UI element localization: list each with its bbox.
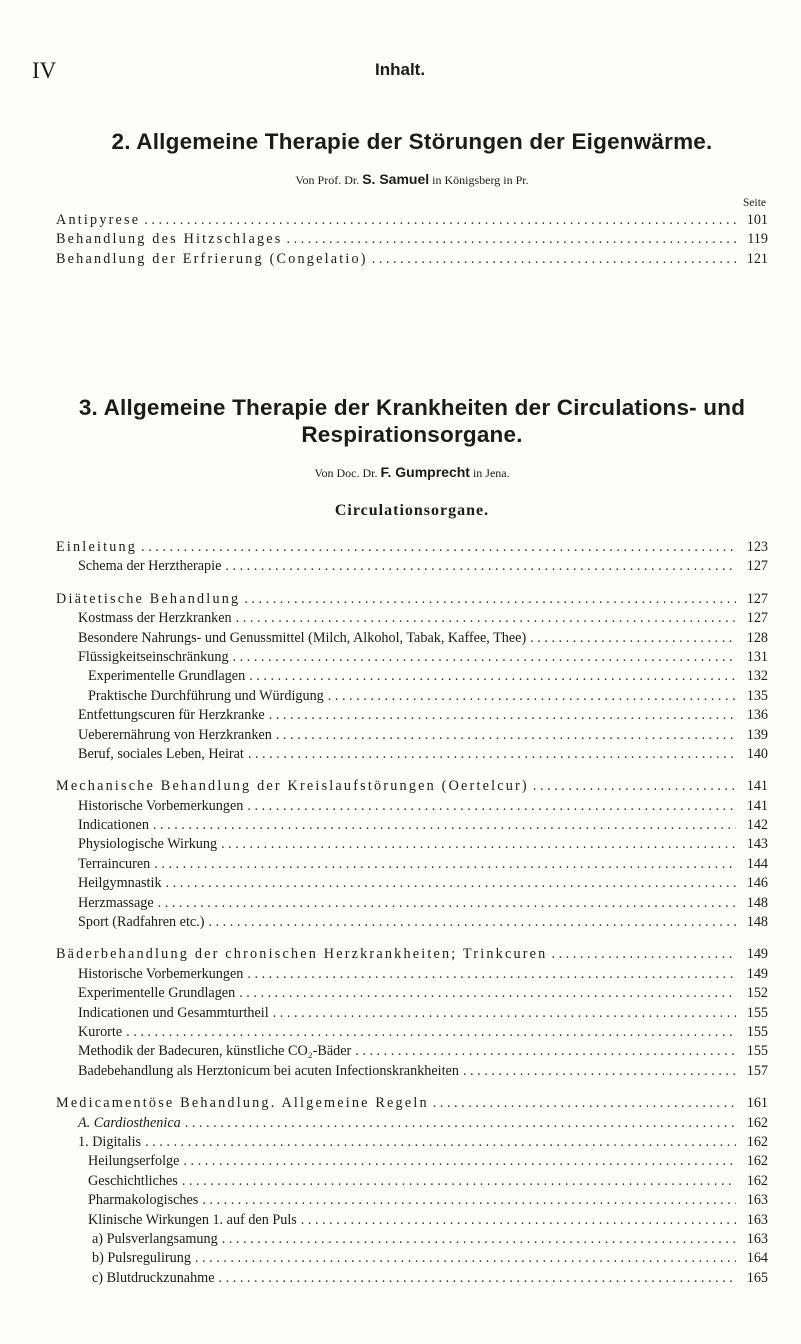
toc-entry-page: 136	[746, 707, 768, 724]
dot-leader	[243, 797, 736, 816]
toc-entry-label: Sport (Radfahren etc.)	[78, 914, 205, 931]
toc-entry-label: A. Cardiosthenica	[78, 1114, 181, 1131]
dot-leader	[351, 1042, 736, 1061]
section-3-title-line2: Respirationsorgane.	[301, 422, 523, 447]
toc-entry-label: Methodik der Badecuren, künstliche CO₂-Bäder	[78, 1043, 352, 1060]
toc-entry-page: 163	[746, 1211, 768, 1228]
toc-entry-label: Physiologische Wirkung	[78, 836, 218, 853]
toc-entry-label: Terraincuren	[78, 855, 151, 872]
toc-entry-page: 141	[746, 797, 768, 814]
toc-entry-label: Pharmakologisches	[88, 1192, 199, 1209]
toc-entry-page: 148	[746, 914, 768, 931]
toc-entry-page: 148	[746, 894, 768, 911]
toc-entry	[56, 1042, 768, 1061]
toc-entry-label: c) Blutdruckzunahme	[92, 1269, 215, 1286]
section-3-title-line1: 3. Allgemeine Therapie der Krankheiten der Circulations- und	[78, 395, 746, 420]
toc-entry-page: 101	[746, 212, 768, 228]
toc-entry-label: Kurorte	[78, 1023, 123, 1040]
toc-entry	[56, 557, 768, 576]
toc-entry	[56, 1191, 768, 1210]
dot-leader	[232, 609, 736, 628]
toc-entry-label: Geschichtliches	[88, 1172, 178, 1189]
toc-entry	[56, 874, 768, 893]
toc-entry-page: 121	[746, 250, 768, 267]
toc-entry-page: 135	[746, 687, 768, 704]
toc-entry-label: Medicamentöse Behandlung. Allgemeine Regeln	[56, 1095, 429, 1112]
toc-entry	[56, 1062, 768, 1081]
dot-leader	[179, 1152, 736, 1171]
author-name: S. Samuel	[362, 171, 430, 187]
toc-entry-page: 140	[746, 745, 768, 762]
toc-entry-label: Experimentelle Grundlagen	[88, 668, 246, 685]
dot-leader	[459, 1062, 736, 1081]
toc-entry	[56, 894, 768, 913]
toc-entry-label: Kostmass der Herzkranken	[78, 610, 232, 627]
toc-entry-label: b) Pulsregulirung	[92, 1250, 191, 1267]
toc-entry-page: 123	[746, 539, 768, 555]
toc-entry-page: 157	[746, 1062, 768, 1079]
toc-entry-page: 139	[746, 726, 768, 743]
toc-entry	[56, 855, 768, 874]
toc-entry	[56, 835, 768, 854]
toc-entry-page: 142	[746, 817, 768, 834]
author-suffix: in Königsberg in Pr.	[432, 173, 529, 187]
toc-entry-page: 162	[746, 1153, 768, 1170]
group-gap	[56, 764, 768, 777]
toc-entry-page: 128	[746, 629, 768, 646]
author-prefix: Von Doc. Dr.	[314, 466, 378, 480]
dot-leader	[198, 1191, 736, 1210]
toc-entry	[56, 609, 768, 628]
toc-entry-label: Ueberernährung von Herzkranken	[78, 726, 272, 743]
toc-entry	[56, 816, 768, 835]
dot-leader	[269, 1004, 736, 1023]
toc-entry	[56, 726, 768, 745]
dot-leader	[529, 777, 736, 796]
toc-entry	[56, 250, 768, 269]
toc-entry-label: Indicationen und Gesammturtheil	[78, 1004, 269, 1021]
toc-entry	[56, 667, 768, 686]
running-title: Inhalt.	[375, 60, 426, 79]
toc-entry-page: 162	[746, 1133, 768, 1150]
toc-entry-page: 162	[746, 1114, 768, 1131]
toc-entry-page: 155	[746, 1043, 768, 1060]
toc-entry	[56, 745, 768, 764]
dot-leader	[140, 211, 736, 230]
toc-entry-page: 132	[746, 668, 768, 685]
toc-entry-page: 127	[746, 558, 768, 575]
section-3-title	[56, 394, 768, 448]
toc-entry-label: Herzmassage	[78, 894, 154, 911]
group-gap	[56, 577, 768, 590]
toc-entry-page: 155	[746, 1004, 768, 1021]
toc-entry-label: Historische Vorbemerkungen	[78, 965, 244, 982]
toc-entry	[56, 965, 768, 984]
dot-leader	[240, 590, 736, 609]
dot-leader	[243, 965, 736, 984]
dot-leader	[217, 835, 736, 854]
section-3-author	[56, 464, 768, 481]
dot-leader	[191, 1249, 736, 1268]
page-number: IV	[32, 58, 57, 83]
toc-entry-page: 141	[746, 778, 768, 795]
page-header	[0, 0, 801, 90]
toc-entry-label: Klinische Wirkungen 1. auf den Puls	[88, 1211, 297, 1228]
toc-entry-page: 162	[746, 1172, 768, 1189]
toc-entry-page: 165	[746, 1269, 768, 1286]
section-3-toc	[56, 538, 768, 1288]
toc-entry-label: 1. Digitalis	[78, 1133, 142, 1150]
dot-leader	[218, 1230, 736, 1249]
toc-entry-page: 155	[746, 1023, 768, 1040]
dot-leader	[215, 1269, 736, 1288]
author-suffix: in Jena.	[472, 466, 510, 480]
dot-leader	[221, 557, 736, 576]
toc-entry-label: Besondere Nahrungs- und Genussmittel (Milch, Alkohol, Tabak, Kaffee, Thee)	[78, 629, 527, 646]
toc-entry-label: Schema der Herztherapie	[78, 558, 222, 575]
dot-leader	[149, 816, 736, 835]
toc-entry-page: 149	[746, 946, 768, 963]
dot-leader	[265, 706, 736, 725]
toc-entry	[56, 211, 768, 230]
toc-entry	[56, 777, 768, 796]
toc-entry	[56, 945, 768, 964]
toc-entry-label: Behandlung der Erfrierung (Congelatio)	[56, 250, 368, 267]
toc-entry	[56, 1023, 768, 1042]
toc-entry-label: Praktische Durchführung und Würdigung	[88, 687, 324, 704]
dot-leader	[235, 984, 736, 1003]
toc-entry-page: 163	[746, 1192, 768, 1209]
toc-entry-label: Antipyrese	[56, 212, 141, 228]
toc-entry	[56, 1230, 768, 1249]
author-prefix: Von Prof. Dr.	[295, 173, 360, 187]
toc-entry	[56, 538, 768, 557]
toc-entry	[56, 590, 768, 609]
toc-entry-page: 131	[746, 648, 768, 665]
toc-entry-label: a) Pulsverlangsamung	[92, 1230, 218, 1247]
toc-entry-label: Bäderbehandlung der chronischen Herzkrankheiten; Trinkcuren	[56, 946, 548, 963]
toc-entry	[56, 1211, 768, 1230]
dot-leader	[137, 538, 736, 557]
toc-entry	[56, 1004, 768, 1023]
toc-entry-label: Heilgymnastik	[78, 875, 162, 892]
toc-entry-page: 143	[746, 836, 768, 853]
section-2-toc	[56, 211, 768, 269]
toc-entry-page: 119	[747, 231, 768, 248]
dot-leader	[244, 745, 736, 764]
toc-entry-page: 161	[746, 1095, 768, 1112]
toc-entry-label: Behandlung des Hitzschlages	[56, 231, 283, 248]
toc-entry-page: 149	[746, 965, 768, 982]
seite-label: Seite	[743, 197, 766, 209]
toc-entry-page: 152	[746, 985, 768, 1002]
toc-entry	[56, 1249, 768, 1268]
group-gap	[56, 932, 768, 945]
dot-leader	[368, 250, 736, 269]
dot-leader	[324, 687, 736, 706]
dot-leader	[122, 1023, 736, 1042]
toc-entry	[56, 648, 768, 667]
section-2	[56, 128, 768, 269]
toc-entry	[56, 1269, 768, 1288]
author-name: F. Gumprecht	[380, 464, 470, 480]
dot-leader	[154, 894, 736, 913]
toc-entry	[56, 1133, 768, 1152]
dot-leader	[297, 1211, 736, 1230]
toc-entry-label: Entfettungscuren für Herzkranke	[78, 707, 265, 724]
toc-entry-label: Diätetische Behandlung	[56, 590, 241, 607]
toc-entry	[56, 629, 768, 648]
toc-entry-page: 127	[746, 610, 768, 627]
section-2-author	[56, 171, 768, 188]
dot-leader	[204, 913, 736, 932]
toc-entry	[56, 230, 768, 249]
toc-entry	[56, 1094, 768, 1113]
group-gap	[56, 1081, 768, 1094]
dot-leader	[282, 230, 736, 249]
dot-leader	[429, 1094, 736, 1113]
toc-entry	[56, 1152, 768, 1171]
dot-leader	[162, 874, 736, 893]
dot-leader	[245, 667, 736, 686]
toc-entry	[56, 706, 768, 725]
section-3	[56, 394, 768, 1288]
dot-leader	[526, 629, 736, 648]
toc-entry-page: 164	[746, 1250, 768, 1267]
dot-leader	[178, 1172, 736, 1191]
toc-entry	[56, 913, 768, 932]
section-2-title: 2. Allgemeine Therapie der Störungen der Eigenwärme.	[111, 129, 713, 154]
toc-entry-label: Experimentelle Grundlagen	[78, 985, 236, 1002]
toc-entry	[56, 687, 768, 706]
toc-entry-label: Beruf, sociales Leben, Heirat	[78, 745, 244, 762]
subheading-circulationsorgane: Circulationsorgane.	[334, 502, 490, 519]
dot-leader	[181, 1114, 736, 1133]
toc-entry-label: Mechanische Behandlung der Kreislaufstörungen (Oertelcur)	[56, 778, 529, 795]
toc-entry-page: 127	[746, 590, 768, 607]
toc-entry	[56, 1172, 768, 1191]
dot-leader	[547, 945, 736, 964]
toc-entry-label: Heilungserfolge	[88, 1153, 180, 1170]
toc-entry-label: Historische Vorbemerkungen	[78, 797, 244, 814]
dot-leader	[141, 1133, 736, 1152]
toc-entry	[56, 1114, 768, 1133]
dot-leader	[272, 726, 736, 745]
dot-leader	[229, 648, 736, 667]
toc-entry-label: Einleitung	[56, 539, 138, 555]
toc-entry	[56, 797, 768, 816]
toc-entry-page: 146	[746, 875, 768, 892]
toc-entry-label: Badebehandlung als Herztonicum bei acuten Infectionskrankheiten	[78, 1062, 459, 1079]
toc-entry	[56, 984, 768, 1003]
dot-leader	[150, 855, 736, 874]
toc-entry-page: 163	[746, 1230, 768, 1247]
toc-entry-label: Indicationen	[78, 817, 149, 834]
toc-entry-page: 144	[746, 855, 768, 872]
toc-entry-label: Flüssigkeitseinschränkung	[78, 648, 229, 665]
